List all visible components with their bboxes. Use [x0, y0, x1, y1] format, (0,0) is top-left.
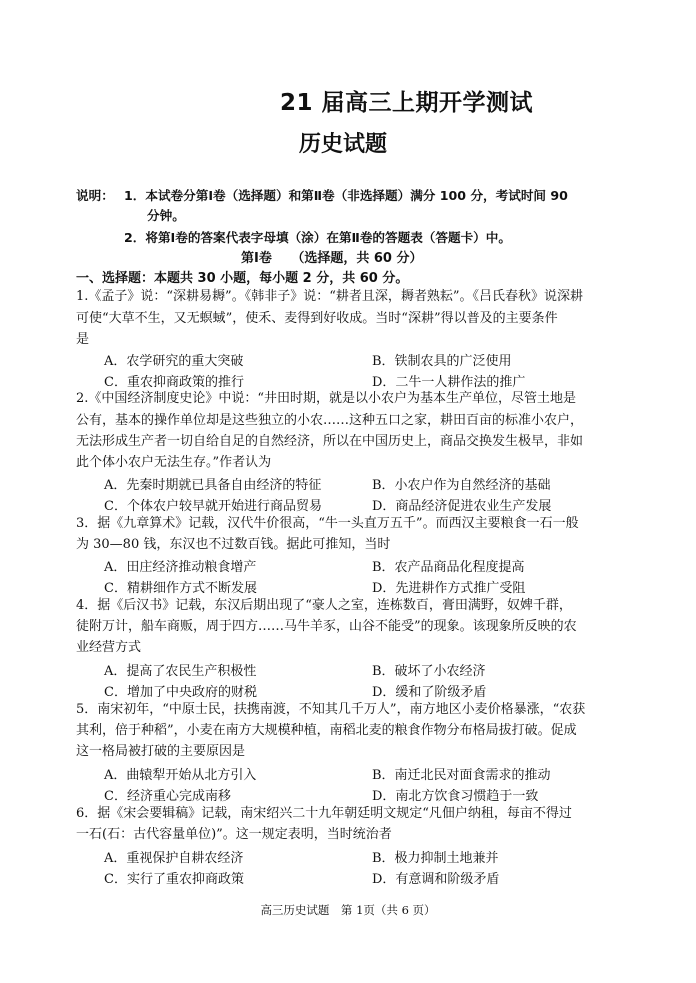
question-4-line: 徒附万计，船车商贩，周于四方……马牛羊豕，山谷不能受”的现象。该现象所反映的农	[76, 619, 577, 634]
question-2-line: 2.《中国经济制度史论》中说：“井田时期，就是以小农户为基本生产单位，尽管土地是	[76, 391, 577, 406]
question-5-line: 这一格局被打破的主要原因是	[76, 744, 246, 759]
exam-subtitle: 历史试题	[299, 132, 388, 157]
question-2-line: 公有，基本的操作单位却是这些独立的小农……这种五口之家，耕田百亩的标准小农户，	[76, 413, 584, 428]
question-3-option-a: A．田庄经济推动粮食增产	[104, 560, 257, 575]
question-4-option-a: A．提高了农民生产积极性	[104, 664, 257, 679]
question-1-option-c: C．重农抑商政策的推行	[104, 375, 244, 390]
question-2-option-a: A．先秦时期就已具备自由经济的特征	[104, 478, 322, 493]
question-1-option-a: A．农学研究的重大突破	[104, 354, 244, 369]
question-4-option-b: B．破坏了小农经济	[372, 664, 486, 679]
question-6-option-d: D．有意调和阶级矛盾	[372, 872, 500, 887]
question-6-option-c: C．实行了重农抑商政策	[104, 872, 244, 887]
question-4-line: 业经营方式	[76, 640, 142, 655]
question-5-option-b: B．南迁北民对面食需求的推动	[372, 768, 551, 783]
question-5-line: 其利，倍于种稻”，小麦在南方大规模种植，南稻北麦的粮食作物分布格局拔打破。促成	[76, 723, 577, 738]
question-5-option-a: A．曲辕犁开始从北方引入	[104, 768, 257, 783]
question-5-line: 5．南宋初年，“中原士民，扶携南渡，不知其几千万人”，南方地区小麦价格暴涨，“农获	[76, 702, 586, 717]
question-4-line: 4．据《后汉书》记载，东汉后期出现了“豪人之室，连栋数百，膏田满野，奴婢千群，	[76, 598, 572, 613]
question-4-option-d: D．缓和了阶级矛盾	[372, 685, 487, 700]
question-1-option-d: D．二牛一人耕作法的推广	[372, 375, 526, 390]
question-6-line: 6．据《宋会要辑稿》记载，南宋绍兴二十九年朝廷明文规定“凡佃户纳租，每亩不得过	[76, 806, 572, 821]
question-5-option-c: C．经济重心完成南移	[104, 789, 231, 804]
question-2-option-b: B．小农户作为自然经济的基础	[372, 478, 551, 493]
instructions-label: 说明：	[76, 188, 114, 203]
question-6-line: 一石(石：古代容量单位)”。这一规定表明，当时统治者	[76, 827, 392, 842]
question-1-option-b: B．铁制农具的广泛使用	[372, 354, 512, 369]
exam-title: 21 届高三上期开学测试	[280, 90, 534, 116]
instruction-item-1: 1．本试卷分第Ⅰ卷（选择题）和第Ⅱ卷（非选择题）满分 100 分，考试时间 90	[124, 188, 568, 203]
instruction-item-2: 2．将第Ⅰ卷的答案代表字母填（涂）在第Ⅱ卷的答题表（答题卡）中。	[124, 230, 511, 245]
section-heading: 一、选择题：本题共 30 小题，每小题 2 分，共 60 分。	[76, 271, 409, 286]
question-6-option-b: B．极力抑制土地兼并	[372, 851, 499, 866]
question-3-line: 为 30—80 钱，东汉也不过数百钱。据此可推知，当时	[76, 537, 391, 552]
question-5-option-d: D．南北方饮食习惯趋于一致	[372, 789, 539, 804]
question-2-line: 无法形成生产者一切自给自足的自然经济，所以在中国历史上，商品交换发生极早，非如	[76, 434, 584, 449]
question-6-option-a: A．重视保护自耕农经济	[104, 851, 244, 866]
question-1-line: 是	[76, 332, 90, 347]
page-footer: 高三历史试题 第 1页（共 6 页）	[260, 903, 436, 917]
question-1-line: 可使“大草不生，又无螟蜮”，使禾、麦得到好收成。当时“深耕”得以普及的主要条件	[76, 311, 558, 326]
question-1-line: 1.《孟子》说：“深耕易耨”。《韩非子》说：“耕者且深，耨者熟耘”。《吕氏春秋》说深耕	[76, 289, 583, 304]
question-2-option-d: D．商品经济促进农业生产发展	[372, 499, 552, 514]
question-4-option-c: C．增加了中央政府的财税	[104, 685, 257, 700]
question-2-option-c: C．个体农户较早就开始进行商品贸易	[104, 499, 322, 514]
question-3-line: 3．据《九章算术》记载，汉代牛价很高，“牛一头直万五千”。而西汉主要粮食一石一般	[76, 516, 579, 531]
instruction-item-1-cont: 分钟。	[147, 208, 185, 223]
question-2-line: 此个体小农户无法生存。”作者认为	[76, 455, 272, 470]
question-3-option-b: B．农产品商品化程度提高	[372, 560, 525, 575]
section-title: 第Ⅰ卷 （选择题，共 60 分）	[241, 251, 423, 266]
question-3-option-d: D．先进耕作方式推广受阻	[372, 581, 526, 596]
question-3-option-c: C．精耕细作方式不断发展	[104, 581, 257, 596]
